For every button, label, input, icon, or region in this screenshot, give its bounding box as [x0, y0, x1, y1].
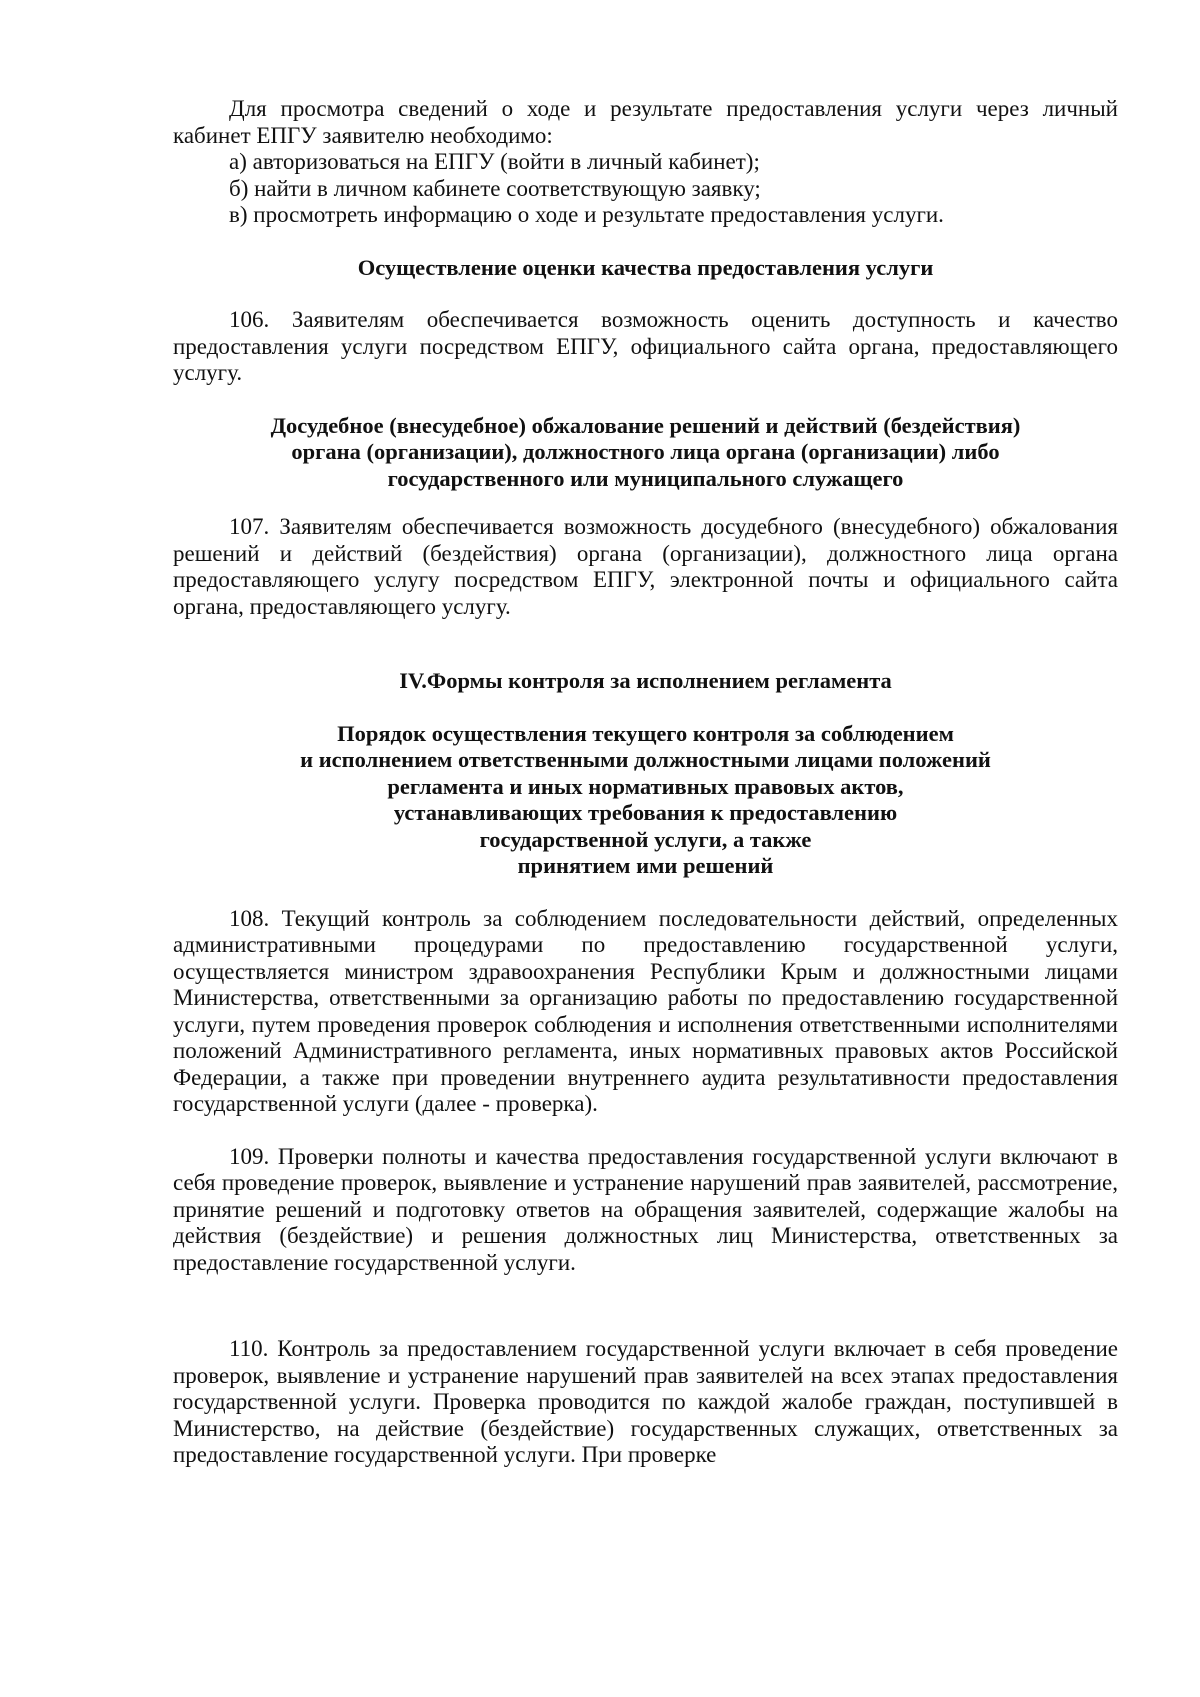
chapter-heading-iv: IV.Формы контроля за исполнением регламента: [399, 668, 892, 693]
list-item: б) найти в личном кабинете соответствующую заявку;: [229, 175, 761, 201]
heading-line: органа (организации), должностного лица органа (организации) либо: [291, 439, 1000, 464]
paragraph-107: 107. Заявителям обеспечивается возможность досудебного (внесудебного) обжалования решений и действий (бездействия) органа (организации), должностного лица органа предоставляющего услугу посредством ЕПГУ, электронной почты и официального сайта органа, предоставляющего услугу.: [173, 514, 1118, 619]
heading-line: государственной услуги, а также: [479, 826, 812, 852]
intro-paragraph: Для просмотра сведений о ходе и результате предоставления услуги через личный кабинет ЕПГУ заявителю необходимо:: [173, 96, 1118, 148]
list-item: в) просмотреть информацию о ходе и результате предоставления услуги.: [229, 202, 944, 227]
heading-line: государственного или муниципального служащего: [387, 465, 904, 491]
section-heading-appeal: [173, 413, 1118, 493]
list-item: а) авторизоваться на ЕПГУ (войти в личный кабинет);: [229, 149, 760, 174]
paragraph-108: 108. Текущий контроль за соблюдением последовательности действий, определенных административными процедурами по предоставлению государственной услуги, осуществляется министром здравоохранения Республики Крым и должностными лицами Министерства, ответственными за организацию работы по предоставлению государственной услуги, путем проведения проверок соблюдения и исполнения ответственными исполнителями положений Административного регламента, иных нормативных правовых актов Российской Федерации, а также при проведении внутреннего аудита результативности предоставления государственной услуги (далее - проверка).: [173, 905, 1118, 1116]
heading-line: Досудебное (внесудебное) обжалование решений и действий (бездействия): [270, 412, 1021, 438]
heading-line: Порядок осуществления текущего контроля за соблюдением: [337, 720, 954, 746]
heading-line: регламента и иных нормативных правовых актов,: [387, 773, 904, 799]
paragraph-110: 110. Контроль за предоставлением государственной услуги включает в себя проведение проверок, выявление и устранение нарушений прав заявителей на всех этапах предоставления государственной услуги. Проверка проводится по каждой жалобе граждан, поступившей в Министерство, на действие (бездействие) государственных служащих, ответственных за предоставление государственной услуги. При проверке: [173, 1336, 1118, 1467]
section-heading-control: [173, 721, 1118, 880]
heading-line: принятием ими решений: [517, 853, 774, 878]
paragraph-106: 106. Заявителям обеспечивается возможность оценить доступность и качество предоставления услуги посредством ЕПГУ, официального сайта органа, предоставляющего услугу.: [173, 307, 1118, 385]
heading-line: устанавливающих требования к предоставлению: [393, 800, 898, 825]
paragraph-109: 109. Проверки полноты и качества предоставления государственной услуги включают в себя проведение проверок, выявление и устранение нарушений прав заявителей, рассмотрение, принятие решений и подготовку ответов на обращения заявителей, содержащие жалобы на действия (бездействие) и решения должностных лиц Министерства, ответственных за предоставление государственной услуги.: [173, 1143, 1118, 1275]
heading-line: и исполнением ответственными должностными лицами положений: [300, 747, 991, 772]
section-heading-quality: Осуществление оценки качества предоставления услуги: [357, 254, 934, 280]
document-page: [173, 96, 1118, 1469]
